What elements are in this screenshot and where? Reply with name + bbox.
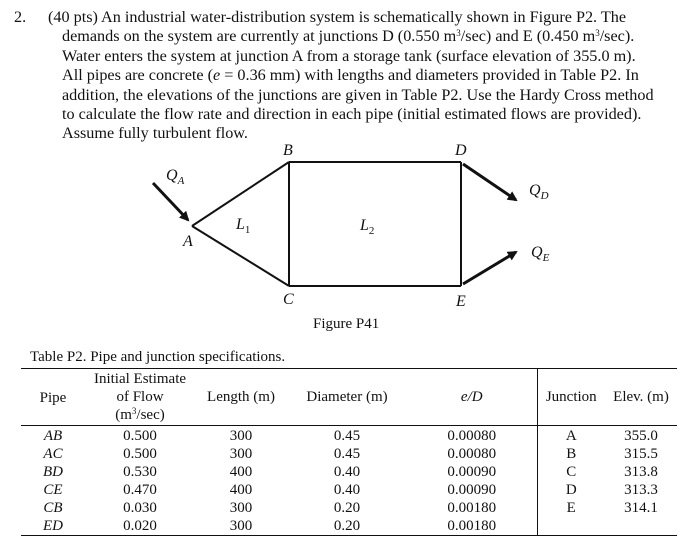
cell-flow: 0.470	[123, 482, 157, 498]
cell-length: 300	[195, 426, 287, 446]
cell-elev	[605, 517, 677, 536]
header-elev: Elev. (m)	[605, 369, 677, 426]
flow-label-qa: $Q_A$	[166, 167, 185, 187]
cell-diameter: 0.20	[287, 517, 407, 536]
cell-flow: 0.020	[85, 517, 195, 536]
figure-caption: Figure P41	[313, 316, 380, 332]
table-row	[21, 426, 677, 446]
problem-line-3: Water enters the system at junction A from a storage tank (surface elevation of 355.0 m).	[62, 46, 636, 65]
cell-elev: 315.5	[624, 446, 658, 462]
header-ed: e/D	[407, 369, 537, 426]
cell-flow: 0.530	[123, 464, 157, 480]
spec-table	[21, 368, 677, 536]
cell-diameter: 0.20	[333, 500, 361, 516]
cell-flow: 0.030	[123, 500, 157, 516]
cell-diameter: 0.40	[333, 464, 361, 480]
cell-flow: 0.500	[123, 446, 157, 462]
cell-diameter: 0.45	[287, 426, 407, 446]
cell-diameter: 0.45	[333, 446, 361, 462]
cell-junction	[537, 517, 605, 536]
cell-pipe: AC	[43, 446, 63, 462]
node-label-e: E	[456, 293, 466, 310]
cell-ed: 0.00090	[447, 464, 497, 480]
cell-length: 300	[229, 446, 253, 462]
cell-diameter: 0.40	[333, 482, 361, 498]
cell-ed: 0.00080	[407, 426, 537, 446]
problem-line-7: Assume fully turbulent flow.	[62, 124, 248, 143]
pipe-ab	[192, 162, 289, 226]
table-caption: Table P2. Pipe and junction specifications.	[30, 349, 286, 365]
cell-ed: 0.00180	[447, 500, 497, 516]
cell-pipe: CB	[43, 500, 63, 516]
header-junction: Junction	[537, 369, 605, 426]
problem-statement	[14, 8, 684, 144]
table-row	[21, 481, 677, 499]
cell-junction: C	[537, 463, 605, 481]
cell-length: 300	[195, 517, 287, 536]
table-header-row	[21, 369, 677, 426]
node-label-d: D	[455, 142, 467, 159]
flow-label-qe: $Q_E$	[531, 244, 550, 264]
pipe-ac	[192, 226, 289, 286]
cell-pipe: BD	[43, 464, 63, 480]
problem-line-2-text: demands on the system are currently at junctions D (0.550 $m^3/\sec$) and E (0.450 $m^3/\sec$).	[62, 27, 635, 46]
problem-line-5: addition, the elevations of the junctions are given in Table P2. Use the Hardy Cross method	[62, 85, 654, 104]
cell-length: 400	[229, 464, 253, 480]
cell-elev: 355.0	[605, 426, 677, 446]
cell-junction: A	[537, 426, 605, 446]
problem-line-1: 2. (40 pts) An industrial water-distribution system is schematically shown in Figure P2. The	[14, 8, 627, 26]
problem-line-4-text: All pipes are concrete (e = 0.36 mm) with lengths and diameters provided in Table P2. In	[62, 66, 639, 85]
node-label-a: A	[183, 233, 193, 250]
header-flow-unit: $(m^3/\sec)$	[115, 406, 165, 423]
problem-line-4	[14, 66, 684, 85]
cell-flow: 0.500	[85, 426, 195, 446]
node-label-c: C	[283, 291, 294, 308]
cell-pipe: ED	[21, 517, 85, 536]
cell-ed: 0.00080	[447, 446, 497, 462]
problem-line-6: to calculate the flow rate and direction in each pipe (initial estimated flows are provided).	[62, 105, 642, 124]
cell-ed: 0.00180	[407, 517, 537, 536]
table-row	[21, 445, 677, 463]
cell-junction: B	[537, 445, 605, 463]
table-row	[21, 463, 677, 481]
node-label-b: B	[283, 142, 293, 159]
table-row	[21, 517, 677, 536]
header-flow: Initial Estimate of Flow $(m^3/\sec)$	[85, 369, 195, 426]
header-diameter: Diameter (m)	[287, 369, 407, 426]
flow-arrow-qa	[153, 183, 188, 220]
problem-number: 2.	[14, 8, 27, 26]
cell-length: 300	[229, 500, 253, 516]
cell-length: 400	[229, 482, 253, 498]
flow-arrow-qd	[463, 164, 516, 200]
pipe-label-l2: $L_2$	[360, 217, 375, 237]
problem-line-2	[14, 27, 684, 46]
cell-elev: 313.8	[624, 464, 658, 480]
cell-pipe: CE	[43, 482, 63, 498]
table-row	[21, 499, 677, 517]
cell-elev: 314.1	[624, 500, 658, 516]
cell-elev: 313.3	[624, 482, 658, 498]
flow-arrow-qe	[463, 252, 516, 284]
header-length: Length (m)	[195, 369, 287, 426]
pipe-label-l1: $L_1$	[236, 216, 251, 236]
cell-pipe: AB	[21, 426, 85, 446]
cell-junction: D	[537, 481, 605, 499]
header-pipe: Pipe	[21, 369, 85, 426]
cell-junction: E	[537, 499, 605, 517]
flow-label-qd: $Q_D$	[529, 182, 549, 202]
table-body	[21, 426, 677, 536]
cell-ed: 0.00090	[447, 482, 497, 498]
